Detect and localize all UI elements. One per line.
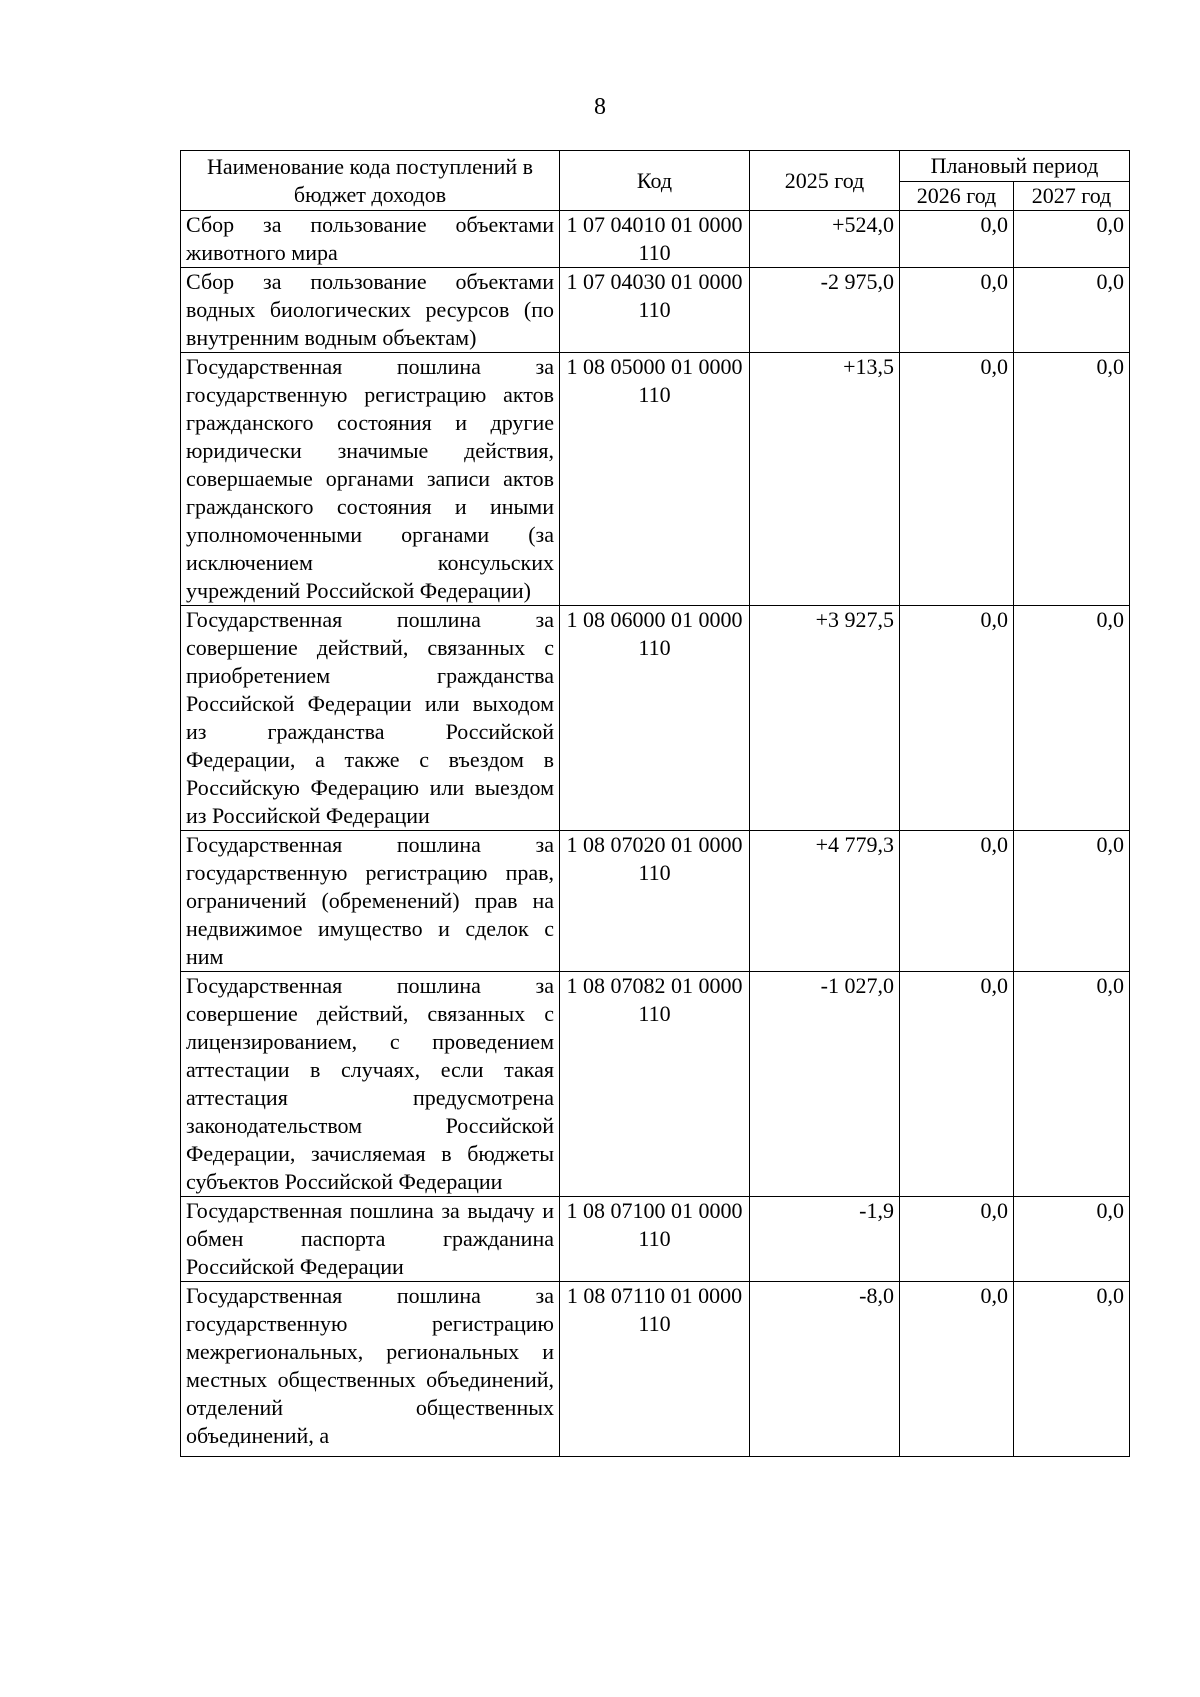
row-code: 1 08 07020 01 0000 110: [560, 831, 750, 972]
row-name: Государственная пошлина за государственную регистрацию актов гражданского состояния и другие юридически значимые действия, совершаемые органами записи актов гражданского состояния и иными уполномоченными органами (за исключением консульских учреждений Российской Федерации): [181, 353, 560, 606]
table-row: [181, 1282, 1130, 1457]
table-row: [181, 972, 1130, 1197]
row-code: 1 08 05000 01 0000 110: [560, 353, 750, 606]
row-value-2025: +3 927,5: [750, 606, 900, 831]
row-code: 1 08 06000 01 0000 110: [560, 606, 750, 831]
row-value-2025: -2 975,0: [750, 268, 900, 353]
row-value-2027: 0,0: [1014, 1282, 1130, 1457]
header-code: Код: [560, 151, 750, 211]
row-code: 1 08 07100 01 0000 110: [560, 1197, 750, 1282]
row-value-2025: -1 027,0: [750, 972, 900, 1197]
row-value-2027: 0,0: [1014, 211, 1130, 268]
header-year-2025: 2025 год: [750, 151, 900, 211]
row-name: Государственная пошлина за совершение действий, связанных с приобретением гражданства Российской Федерации или выходом из гражданства Российской Федерации, а также с въездом в Российскую Федерацию или выездом из Российской Федерации: [181, 606, 560, 831]
header-year-2026: 2026 год: [900, 182, 1014, 211]
row-value-2027: 0,0: [1014, 353, 1130, 606]
row-value-2025: +4 779,3: [750, 831, 900, 972]
row-name: Государственная пошлина за государственную регистрацию межрегиональных, региональных и местных общественных объединений, отделений общественных объединений, а: [181, 1282, 560, 1457]
row-value-2027: 0,0: [1014, 606, 1130, 831]
row-value-2025: -8,0: [750, 1282, 900, 1457]
table-header: [181, 151, 1130, 211]
row-name: Государственная пошлина за совершение действий, связанных с лицензированием, с проведением аттестации в случаях, если такая аттестация предусмотрена законодательством Российской Федерации, зачисляемая в бюджеты субъектов Российской Федерации: [181, 972, 560, 1197]
row-value-2027: 0,0: [1014, 831, 1130, 972]
table-body: [181, 211, 1130, 1457]
row-value-2026: 0,0: [900, 353, 1014, 606]
row-value-2025: -1,9: [750, 1197, 900, 1282]
header-year-2027: 2027 год: [1014, 182, 1130, 211]
row-value-2027: 0,0: [1014, 268, 1130, 353]
row-name: Сбор за пользование объектами водных биологических ресурсов (по внутренним водным объектам): [181, 268, 560, 353]
row-value-2026: 0,0: [900, 831, 1014, 972]
row-code: 1 07 04030 01 0000 110: [560, 268, 750, 353]
row-value-2025: +13,5: [750, 353, 900, 606]
table-row: [181, 211, 1130, 268]
row-value-2026: 0,0: [900, 606, 1014, 831]
table-row: [181, 831, 1130, 972]
row-value-2026: 0,0: [900, 972, 1014, 1197]
page-number: 8: [594, 94, 606, 120]
row-name: Государственная пошлина за выдачу и обмен паспорта гражданина Российской Федерации: [181, 1197, 560, 1282]
table-row: [181, 1197, 1130, 1282]
row-value-2027: 0,0: [1014, 1197, 1130, 1282]
header-name: Наименование кода поступлений в бюджет доходов: [181, 151, 560, 211]
header-planned-period: Плановый период: [900, 151, 1130, 182]
row-code: 1 08 07110 01 0000 110: [560, 1282, 750, 1457]
revenue-table: [180, 150, 1130, 1457]
row-value-2027: 0,0: [1014, 972, 1130, 1197]
table-row: [181, 268, 1130, 353]
table-row: [181, 353, 1130, 606]
row-value-2026: 0,0: [900, 1197, 1014, 1282]
row-code: 1 08 07082 01 0000 110: [560, 972, 750, 1197]
row-name: Государственная пошлина за государственную регистрацию прав, ограничений (обременений) прав на недвижимое имущество и сделок с ним: [181, 831, 560, 972]
row-value-2025: +524,0: [750, 211, 900, 268]
row-value-2026: 0,0: [900, 1282, 1014, 1457]
table-row: [181, 606, 1130, 831]
row-code: 1 07 04010 01 0000 110: [560, 211, 750, 268]
row-value-2026: 0,0: [900, 211, 1014, 268]
row-name: Сбор за пользование объектами животного мира: [181, 211, 560, 268]
row-value-2026: 0,0: [900, 268, 1014, 353]
